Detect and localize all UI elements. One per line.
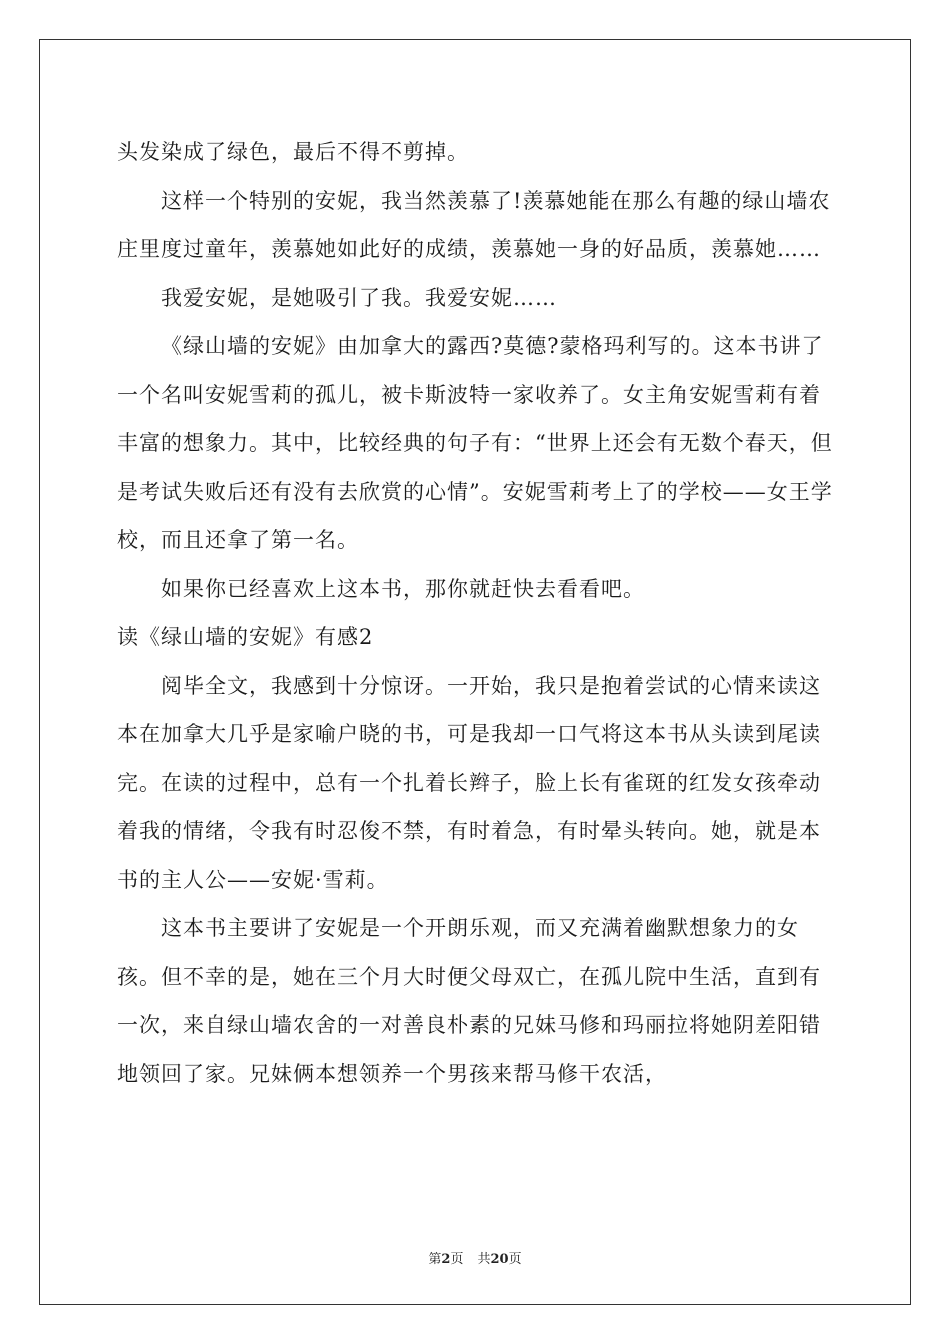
paragraph: 阅毕全文，我感到十分惊讶。一开始，我只是抱着尝试的心情来读这本在加拿大几乎是家喻户晓的书，可是我却一口气将这本书从头读到尾读完。在读的过程中，总有一个扎着长辫子，脸上长有雀斑的红发女孩牵动着我的情绪，令我有时忍俊不禁，有时着急，有时晕头转向。她，就是本书的主人公——安妮·雪莉。 — [117, 673, 821, 892]
page-footer — [0, 1248, 950, 1267]
paragraph: 我爱安妮，是她吸引了我。我爱安妮…… — [161, 285, 557, 310]
section-heading: 读《绿山墙的安妮》有感2 — [117, 625, 374, 649]
page-current: 2 — [441, 1252, 451, 1267]
paragraph: 这样一个特别的安妮，我当然羡慕了!羡慕她能在那么有趣的绿山墙农庄里度过童年，羡慕她如此好的成绩，羡慕她一身的好品质，羡慕她…… — [117, 188, 831, 261]
paragraph: 如果你已经喜欢上这本书，那你就赶快去看看吧。 — [161, 576, 645, 601]
paragraph: 这本书主要讲了安妮是一个开朗乐观，而又充满着幽默想象力的女孩。但不幸的是，她在三个月大时便父母双亡，在孤儿院中生活，直到有一次，来自绿山墙农舍的一对善良朴素的兄妹马修和玛丽拉将她阴差阳错地领回了家。兄妹俩本想领养一个男孩来帮马修干农活， — [117, 916, 821, 1086]
total-prefix: 共 — [477, 1252, 491, 1267]
paragraph: 《绿山墙的安妮》由加拿大的露西?莫德?蒙格玛利写的。这本书讲了一个名叫安妮雪莉的孤儿，被卡斯波特一家收养了。女主角安妮雪莉有着丰富的想象力。其中，比较经典的句子有：“世界上还会有无数个春天，但是考试失败后还有没有去欣赏的心情”。安妮雪莉考上了的学校——女王学校，而且还拿了第一名。 — [117, 334, 833, 552]
document-body — [117, 128, 837, 1098]
page-total: 20 — [490, 1252, 509, 1267]
paragraph-continuation: 头发染成了绿色，最后不得不剪掉。 — [117, 140, 469, 164]
page-prefix: 第 — [428, 1252, 442, 1267]
page-suffix: 页 — [450, 1252, 464, 1267]
total-suffix: 页 — [508, 1252, 522, 1267]
